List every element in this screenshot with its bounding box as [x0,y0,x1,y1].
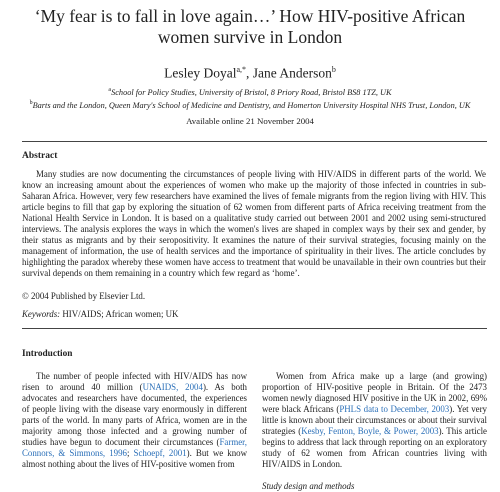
author-1-marker[interactable]: a,* [236,65,247,74]
intro-text-4: ). But we know almost nothing about the lives of HIV-positive women from [22,448,247,470]
ref-unaids[interactable]: UNAIDS, 2004 [142,382,203,393]
keywords-label: Keywords: [22,309,61,319]
author-2: Jane Anderson [252,65,332,81]
author-1: Lesley Doyal [164,65,237,81]
intro-text-2: ). As both advocates and researchers have documented, the experiences of people living with the disease vary enormously in different parts of the world. In many parts of Africa, women are in the majority among those infected and a growing number of studies have begun to document their circumstances ( [22,382,247,448]
abstract-heading: Abstract [22,151,58,161]
left-column [22,349,247,470]
intro-text-1: The number of people infected with HIV/AIDS has now risen to around 40 million ( [22,371,247,393]
available-online: Available online 21 November 2004 [186,116,314,126]
intro-text-3: ; [126,448,134,459]
title-line-2: women survive in London [157,27,343,47]
right-text-3: ). This article begins to address that lack through reporting on an exploratory study of 62 women from African countries living with HIV/AIDS in London. [262,426,487,470]
right-text-2: ). Yet very little is known about their circumstances or about their survival strategies ( [262,404,487,437]
author-separator: , [246,65,253,81]
affiliation-b [8,98,492,111]
keywords-value: HIV/AIDS; African women; UK [62,309,179,319]
affiliation-a-marker: a [108,87,112,93]
affiliation-a-text: School for Policy Studies, University of Bristol, 8 Priory Road, Bristol BS8 1TZ, UK [111,87,392,97]
affiliation-a [8,85,492,98]
right-column [262,349,487,492]
ref-kesby[interactable]: Kesby, Fenton, Boyle, & Power, 2003 [301,426,439,437]
divider-bottom [22,328,487,329]
right-text-1: Women from Africa make up a large (and growing) proportion of HIV-positive people in Britain. Of the 2473 women newly diagnosed HIV positive in the UK in 2002, 69% were black Africans ( [262,371,487,415]
author-list [0,62,500,82]
affiliation-b-text: Barts and the London, Queen Mary's School of Medicine and Dentistry, and Homerton University Hospital NHS Trust, London, UK [32,100,471,110]
divider-top [22,141,487,142]
study-design-heading: Study design and methods [262,481,355,492]
ref-schoepf[interactable]: Schoepf, 2001 [133,448,187,459]
copyright-line: © 2004 Published by Elsevier Ltd. [22,291,146,301]
intro-paragraph [22,371,247,470]
keywords [22,309,178,320]
article-title [20,6,480,48]
affiliations [8,85,492,111]
women-africa-paragraph [262,371,487,470]
ref-phls[interactable]: PHLS data to December, 2003 [339,404,450,415]
intro-heading: Introduction [22,349,73,359]
author-2-marker[interactable]: b [331,65,336,74]
ref-farmer[interactable]: Farmer, Connors, & Simmons, 1996 [22,437,247,459]
abstract-body: Many studies are now documenting the circumstances of people living with HIV/AIDS in different parts of the world. We know an increasing amount about the experiences of women who make up the majority of those infected in countries in sub-Saharan Africa. However, very few researchers have examined the lives of female migrants from the region living with HIV. This article begins to fill that gap by exploring the situation of 62 women from different parts of Africa receiving treatment from the National Health Service in London. It is based on a qualitative study carried out between 2001 and 2002 using semi-structured interviews. The analysis explores the ways in which the women's lives are shaped in complex ways by their sex and gender, by their status as migrants and by their seropositivity. It examines the nature of their survival strategies, focusing mainly on the management of information, the use of health services and the importance of spirituality in their lives. The article concludes by highlighting the paradox whereby these women have access to treatment that would be unavailable in their own countries but their survival depends on them remaining in a country which few regard as ‘home’. [22,169,486,279]
title-line-1: ‘My fear is to fall in love again…’ How HIV-positive African [34,6,466,26]
affiliation-b-marker: b [29,99,33,106]
